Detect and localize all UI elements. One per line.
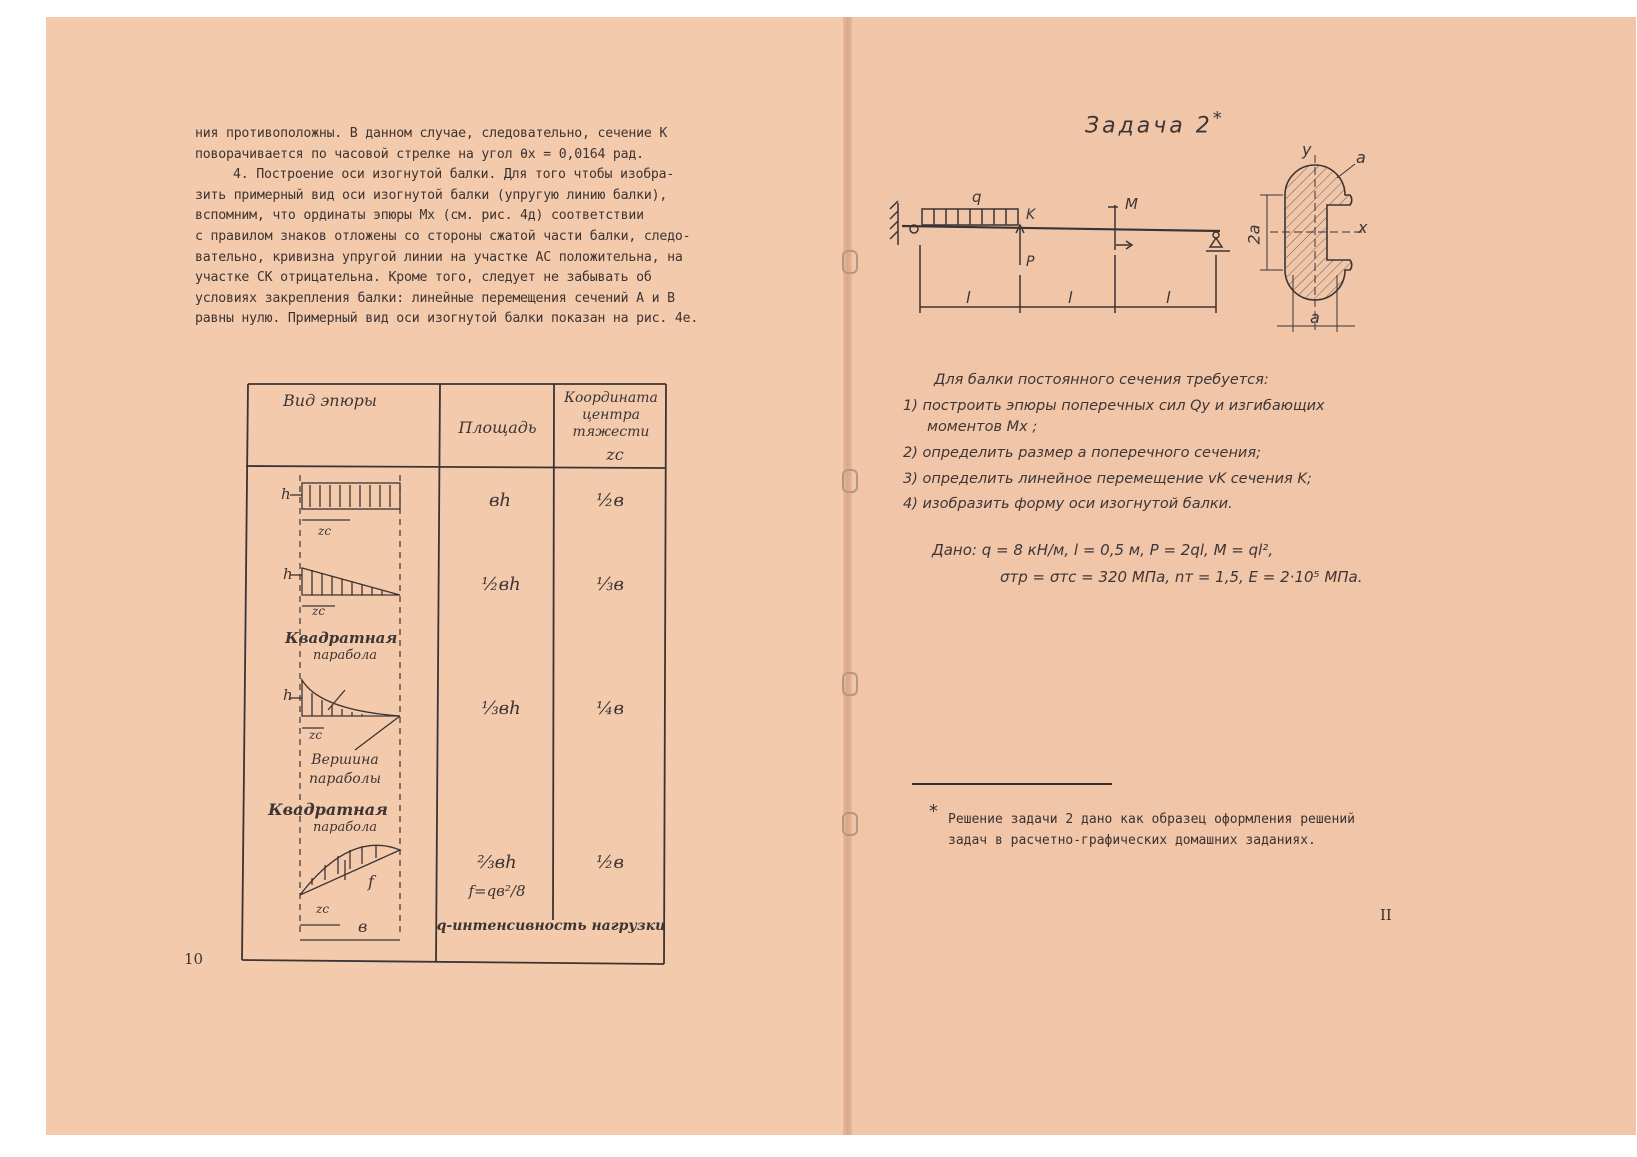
- cross-section: [1255, 150, 1385, 340]
- text-line: вательно, кривизна упругой линии на участке AC положительна, на: [195, 249, 683, 265]
- text-line: участке CK отрицательна. Кроме того, следует не забывать об: [195, 270, 652, 286]
- header-zc: zc: [606, 445, 624, 464]
- row1-area: вh: [488, 490, 512, 511]
- given-line: Дано: q = 8 кН/м, l = 0,5 м, P = 2ql, M = ql²,: [932, 541, 1274, 559]
- row2-caption: парабола: [313, 648, 377, 663]
- text-line: вспомним, что ординаты эпюры Mx (см. рис. 4д) соответствии: [195, 208, 644, 224]
- binding-stitch: [842, 250, 858, 274]
- text-line: поворачивается по часовой стрелке на угол θx = 0,0164 рад.: [195, 146, 644, 162]
- row3-caption: параболы: [309, 771, 381, 787]
- requirement-item: 1) построить эпюры поперечных сил Qy и изгибающих: [903, 398, 1325, 414]
- row4-zc: zc: [316, 902, 330, 916]
- row2-zc: zc: [312, 604, 326, 618]
- problem-title: [1085, 108, 1225, 138]
- row4-area: ⅔вh: [477, 852, 517, 873]
- row4-f: f: [368, 872, 374, 891]
- label-M: M: [1125, 195, 1138, 213]
- row1-centroid: ½в: [596, 490, 624, 511]
- book-gutter: [843, 17, 852, 1135]
- table-divider: [553, 384, 554, 920]
- page-number-right: II: [1380, 906, 1392, 924]
- label-span: l: [1166, 288, 1171, 307]
- table-header-rule: [246, 466, 666, 468]
- text-line: равны нулю. Примерный вид оси изогнутой балки показан на рис. 4е.: [195, 311, 699, 327]
- row2-area: ½вh: [481, 574, 521, 595]
- page-number-left: 10: [184, 950, 204, 968]
- footnote-line: Решение задачи 2 дано как образец оформления решений: [948, 812, 1355, 827]
- label-span: l: [966, 288, 971, 307]
- table-divider: [436, 384, 440, 962]
- row2-centroid: ⅓в: [596, 574, 624, 595]
- footnote-rule: [912, 783, 1112, 785]
- row4-centroid: ½в: [596, 852, 624, 873]
- row3-centroid: ¼в: [596, 698, 624, 719]
- row4-b: в: [358, 917, 368, 936]
- row3-zc: zc: [309, 728, 323, 742]
- row3-caption: парабола: [313, 820, 377, 835]
- table-footnote: q-интенсивность нагрузки: [436, 918, 666, 934]
- section-a-top: a: [1356, 148, 1366, 167]
- table-border-bottom: [242, 960, 664, 964]
- table-border-left: [242, 384, 248, 960]
- label-K: K: [1026, 207, 1036, 223]
- beam-diagram: [880, 185, 1250, 335]
- requirement-item: 2) определить размер a поперечного сечения;: [903, 445, 1261, 461]
- table-border-right: [664, 384, 666, 964]
- header-area: Площадь: [458, 418, 537, 437]
- left-paragraph: [195, 124, 755, 330]
- label-q: q: [972, 188, 982, 206]
- text-line: 4. Построение оси изогнутой балки. Для того чтобы изобра-: [233, 167, 675, 183]
- section-a-bottom: a: [1310, 308, 1320, 327]
- section-x: x: [1358, 218, 1368, 237]
- label-P: P: [1026, 254, 1035, 270]
- section-y: y: [1302, 140, 1312, 159]
- row3-caption: Квадратная: [268, 800, 388, 819]
- row3-area: ⅓вh: [481, 698, 521, 719]
- binding-stitch: [842, 469, 858, 493]
- segment-diagram: [300, 845, 400, 940]
- text-line: зить примерный вид оси изогнутой балки (упругую линию балки),: [195, 187, 668, 203]
- row1-zc: zc: [318, 524, 332, 538]
- section-2a: 2a: [1244, 224, 1264, 245]
- title-asterisk: *: [1212, 108, 1225, 129]
- header-diagram-type: Вид эпюры: [283, 391, 377, 410]
- row2-h: h: [283, 565, 293, 583]
- header-centroid: Координата центра тяжести: [564, 390, 658, 440]
- label-span: l: [1068, 288, 1073, 307]
- binding-stitch: [842, 812, 858, 836]
- triangle-diagram: [290, 568, 400, 606]
- given-line: σтр = σтс = 320 МПа, nт = 1,5, E = 2·10⁵ МПа.: [1000, 568, 1363, 586]
- row2-caption: Квадратная: [285, 629, 398, 647]
- requirement-item: 3) определить линейное перемещение vK сечения K;: [903, 471, 1312, 487]
- text-line: ния противоположны. В данном случае, следовательно, сечение K: [195, 126, 668, 141]
- row3-caption: Вершина: [311, 752, 379, 768]
- row3-h: h: [283, 686, 293, 704]
- row1-h: h: [281, 485, 291, 503]
- requirement-item: моментов Mx ;: [927, 419, 1038, 435]
- requirements-intro: Для балки постоянного сечения требуется:: [934, 372, 1269, 388]
- binding-stitch: [842, 672, 858, 696]
- requirement-item: 4) изобразить форму оси изогнутой балки.: [903, 496, 1233, 512]
- row4-formula: f=qв²/8: [468, 882, 526, 900]
- problem-title-text: Задача 2: [1085, 113, 1213, 139]
- footnote-asterisk: *: [928, 801, 939, 822]
- rect-diagram: [290, 483, 400, 520]
- footnote-line: задач в расчетно-графических домашних заданиях.: [948, 833, 1316, 848]
- text-line: условиях закрепления балки: линейные перемещения сечений A и B: [195, 290, 675, 306]
- text-line: с правилом знаков отложены со стороны сжатой части балки, следо-: [195, 228, 691, 244]
- parabola-diagram: [290, 680, 400, 750]
